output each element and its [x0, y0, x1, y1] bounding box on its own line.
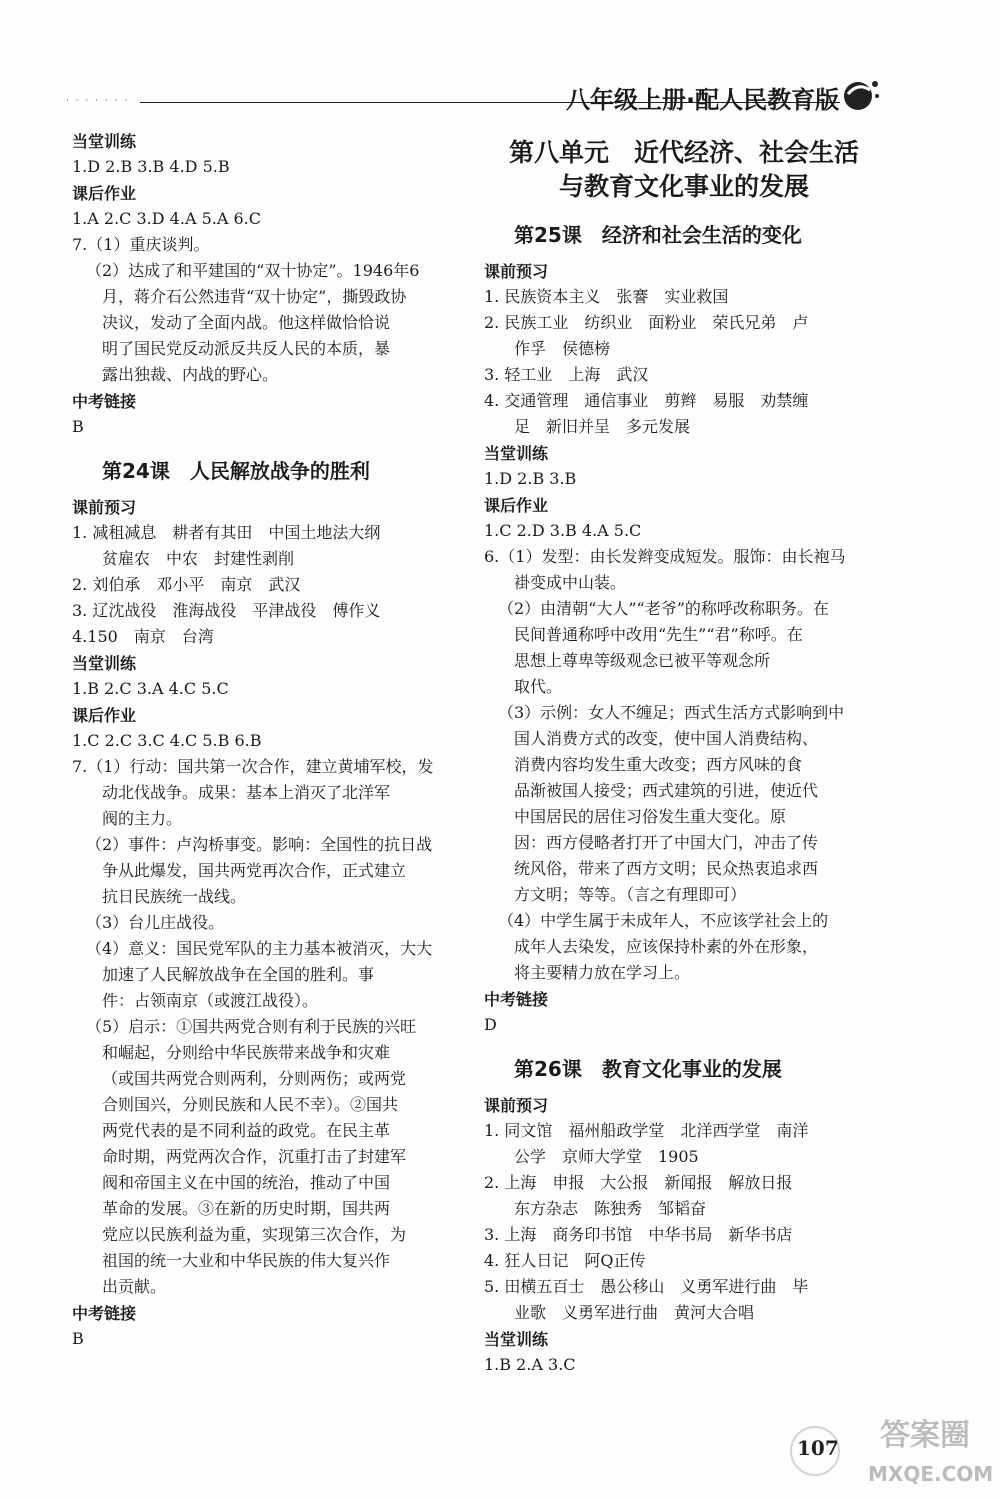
answer-line: 1. 减租减息 耕者有其田 中国土地法大纲 — [72, 523, 381, 542]
answer-line: 1.C 2.C 3.C 4.C 5.B 6.B — [72, 731, 262, 750]
answer-line: B — [72, 1329, 84, 1348]
answer-line: 3. 轻工业 上海 武汉 — [484, 365, 649, 384]
answer-line: 出贡献。 — [102, 1277, 167, 1296]
answer-line: 阀和帝国主义在中国的统治，推动了中国 — [102, 1173, 391, 1192]
answer-line: 祖国的统一大业和中华民族的伟大复兴作 — [102, 1251, 391, 1270]
answer-line: 2. 上海 申报 大公报 新闻报 解放日报 — [484, 1173, 793, 1192]
answer-line: 1. 同文馆 福州船政学堂 北洋西学堂 南洋 — [484, 1121, 809, 1140]
lesson-title: 第25课 经济和社会生活的变化 — [514, 223, 802, 247]
answer-line: （或国共两党合则两利，分则两伤；或两党 — [102, 1069, 407, 1088]
answer-line: 褂变成中山装。 — [514, 573, 627, 592]
section-heading: 当堂训练 — [484, 1330, 549, 1349]
section-heading: 中考链接 — [72, 1304, 137, 1323]
answer-line: 国人消费方式的改变，使中国人消费结构、 — [514, 729, 819, 748]
answer-line: 4.150 南京 台湾 — [72, 627, 214, 646]
answer-line: 件：占领南京（或渡江战役）。 — [102, 991, 319, 1010]
answer-line: 统风俗，带来了西方文明；民众热衷追求西 — [514, 859, 819, 878]
unit-title: 第八单元 近代经济、社会生活 — [508, 138, 859, 167]
answer-line: 7.（1）行动：国共第一次合作，建立黄埔军校，发 — [72, 757, 434, 776]
answer-line: 民间普通称呼中改用“先生”“君”称呼。在 — [514, 625, 803, 644]
publisher-logo-icon — [840, 74, 880, 114]
section-heading: 课后作业 — [484, 496, 549, 515]
answer-line: （2）事件：卢沟桥事变。影响：全国性的抗日战 — [86, 835, 433, 854]
answer-line: （5）启示：①国共两党合则有利于民族的兴旺 — [86, 1017, 417, 1036]
answer-line: （2）达成了和平建国的“双十协定”。1946年6 — [86, 261, 420, 280]
section-heading: 课后作业 — [72, 706, 137, 725]
answer-line: 1.C 2.D 3.B 4.A 5.C — [484, 521, 642, 540]
answer-line: 品渐被国人接受；西式建筑的引进，使近代 — [514, 781, 819, 800]
left-column — [72, 128, 464, 1352]
answer-line: （3）台儿庄战役。 — [86, 913, 225, 932]
watermark-url: MXQE.COM — [868, 1462, 994, 1486]
section-heading: 课后作业 — [72, 184, 137, 203]
answer-line: D — [484, 1015, 497, 1034]
answer-line: 合则国兴，分则民族和人民不幸）。②国共 — [102, 1095, 399, 1114]
answer-line: 1.D 2.B 3.B — [484, 469, 577, 488]
section-heading: 课前预习 — [72, 498, 137, 517]
lesson-title: 第26课 教育文化事业的发展 — [514, 1057, 782, 1081]
answer-line: 业歌 义勇军进行曲 黄河大合唱 — [514, 1303, 755, 1322]
answer-line: 作孚 侯德榜 — [514, 339, 611, 358]
answer-line: （4）意义：国民党军队的主力基本被消灭，大大 — [86, 939, 433, 958]
section-heading: 课前预习 — [484, 1096, 549, 1115]
unit-title: 与教育文化事业的发展 — [558, 172, 809, 201]
answer-line: 5. 田横五百士 愚公移山 义勇军进行曲 毕 — [484, 1277, 809, 1296]
section-heading: 课前预习 — [484, 262, 549, 281]
answer-line: 动北伐战争。成果：基本上消灭了北洋军 — [102, 783, 391, 802]
answer-line: （4）中学生属于未成年人，不应该学社会上的 — [498, 911, 829, 930]
answer-line: 7.（1）重庆谈判。 — [72, 235, 210, 254]
answer-line: 3. 辽沈战役 淮海战役 平津战役 傅作义 — [72, 601, 381, 620]
header-dots: · · · · · · · — [66, 96, 130, 106]
answer-line: 争从此爆发，国共两党再次合作，正式建立 — [102, 861, 407, 880]
watermark-logo: 答案圈 — [880, 1418, 970, 1453]
answer-line: 明了国民党反动派反共反人民的本质，暴 — [102, 339, 391, 358]
answer-line: 2. 民族工业 纺织业 面粉业 荣氏兄弟 卢 — [484, 313, 809, 332]
answer-line: 1.A 2.C 3.D 4.A 5.A 6.C — [72, 209, 261, 228]
answer-line: （3）示例：女人不缠足；西式生活方式影响到中 — [498, 703, 845, 722]
answer-line: 2. 刘伯承 邓小平 南京 武汉 — [72, 575, 301, 594]
answer-line: 因：西方侵略者打开了中国大门，冲击了传 — [514, 833, 819, 852]
answer-line: 党应以民族利益为重，实现第三次合作，为 — [102, 1225, 407, 1244]
answer-line: 足 新旧并呈 多元发展 — [514, 417, 691, 436]
answer-line: 抗日民族统一战线。 — [102, 887, 247, 906]
answer-line: 命时期，两党两次合作，沉重打击了封建军 — [102, 1147, 407, 1166]
answer-line: 方文明；等等。（言之有理即可） — [514, 885, 747, 904]
answer-line: 3. 上海 商务印书馆 中华书局 新华书店 — [484, 1225, 793, 1244]
answer-line: 1.B 2.C 3.A 4.C 5.C — [72, 679, 229, 698]
section-heading: 当堂训练 — [72, 132, 137, 151]
answer-line: 4. 狂人日记 阿Q正传 — [484, 1251, 646, 1270]
answer-line: 中国居民的居住习俗发生重大变化。原 — [514, 807, 787, 826]
answer-line: 1.B 2.A 3.C — [484, 1355, 576, 1374]
answer-line: 决议，发动了全面内战。他这样做恰恰说 — [102, 313, 391, 332]
answer-line: 1.D 2.B 3.B 4.D 5.B — [72, 157, 230, 176]
answer-line: 露出独裁、内战的野心。 — [102, 365, 279, 384]
answer-line: 和崛起，分则给中华民族带来战争和灾难 — [102, 1043, 391, 1062]
answer-line: 贫雇农 中农 封建性剥削 — [102, 549, 295, 568]
answer-line: 思想上尊卑等级观念已被平等观念所 — [514, 651, 771, 670]
section-heading: 中考链接 — [72, 392, 137, 411]
answer-line: 月，蒋介石公然违背“双十协定”，撕毁政协 — [102, 287, 407, 306]
lesson-title: 第24课 人民解放战争的胜利 — [102, 459, 370, 483]
answer-line: 1. 民族资本主义 张謇 实业救国 — [484, 287, 729, 306]
answer-line: 消费内容均发生重大改变；西方风味的食 — [514, 755, 803, 774]
answer-line: 加速了人民解放战争在全国的胜利。事 — [102, 965, 375, 984]
answer-line: 东方杂志 陈独秀 邹韬奋 — [514, 1199, 707, 1218]
answer-line: 革命的发展。③在新的历史时期，国共两 — [102, 1199, 391, 1218]
answer-line: B — [72, 417, 84, 436]
answer-line: （2）由清朝“大人”“老爷”的称呼改称职务。在 — [498, 599, 829, 618]
answer-line: 公学 京师大学堂 1905 — [514, 1147, 699, 1166]
section-heading: 当堂训练 — [484, 444, 549, 463]
answer-line: 成年人去染发，应该保持朴素的外在形象， — [514, 937, 819, 956]
header-title: 八年级上册·配人民教育版 — [566, 86, 840, 114]
answer-line: 取代。 — [514, 677, 563, 696]
answer-line: 将主要精力放在学习上。 — [514, 963, 691, 982]
answer-line: 4. 交通管理 通信事业 剪辫 易服 劝禁缠 — [484, 391, 809, 410]
answer-line: 阀的主力。 — [102, 809, 183, 828]
answer-line: 6.（1）发型：由长发辫变成短发。服饰：由长袍马 — [484, 547, 846, 566]
page-number: 107 — [797, 1436, 839, 1460]
answer-line: 两党代表的是不同利益的政党。在民主革 — [102, 1121, 391, 1140]
right-column — [484, 136, 884, 1378]
section-heading: 当堂训练 — [72, 654, 137, 673]
section-heading: 中考链接 — [484, 990, 549, 1009]
